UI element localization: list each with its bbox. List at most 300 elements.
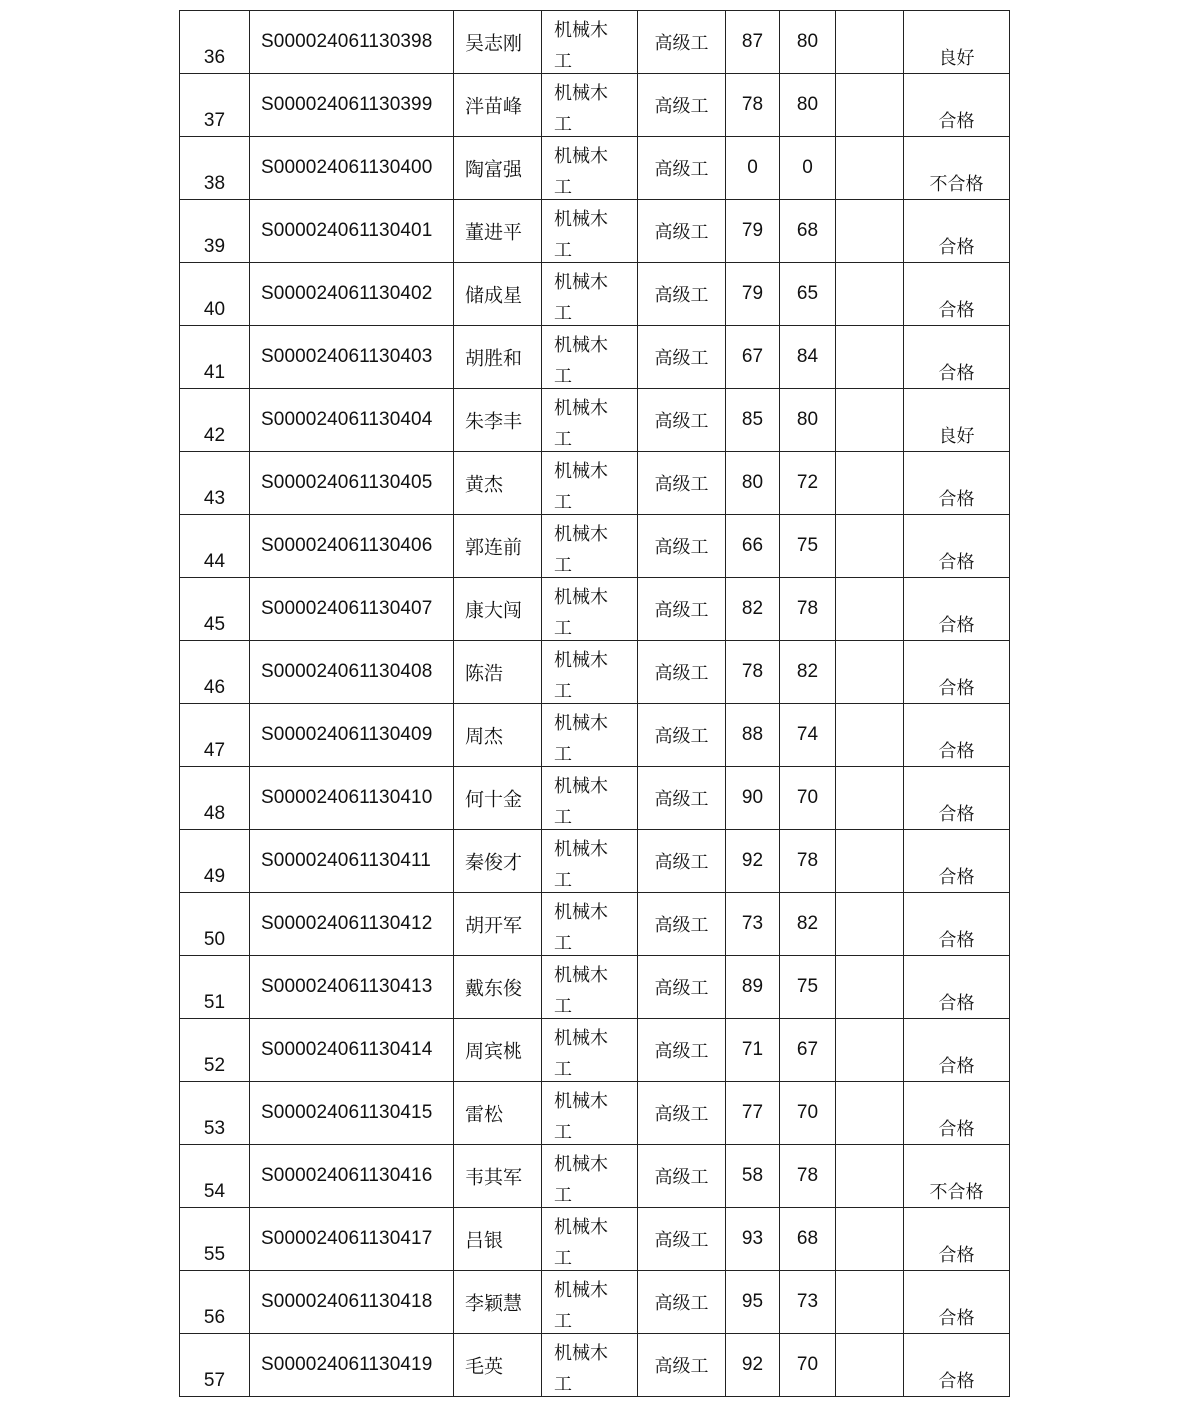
row-number: 53 <box>203 1118 226 1139</box>
table-row <box>180 830 1010 893</box>
level: 高级工 <box>654 1356 709 1377</box>
candidate-name: 黄杰 <box>465 473 504 496</box>
candidate-name-cell <box>454 1208 542 1271</box>
score-practical: 73 <box>796 1291 819 1312</box>
candidate-id-cell <box>250 1271 454 1334</box>
level: 高级工 <box>654 852 709 873</box>
candidate-id: S000024061130402 <box>261 283 433 304</box>
level-cell <box>638 1334 726 1397</box>
candidate-id: S000024061130414 <box>261 1039 433 1060</box>
score-theory-cell <box>726 74 780 137</box>
score-theory: 67 <box>741 346 764 367</box>
trade-cell <box>542 1145 638 1208</box>
trade-cell <box>542 137 638 200</box>
candidate-id-cell <box>250 263 454 326</box>
result: 不合格 <box>929 174 984 195</box>
score-theory: 92 <box>741 850 764 871</box>
score-theory: 66 <box>741 535 764 556</box>
row-number: 56 <box>203 1307 226 1328</box>
score-practical-cell <box>780 200 836 263</box>
score-theory-cell <box>726 326 780 389</box>
candidate-name-cell <box>454 1082 542 1145</box>
table-row <box>180 1019 1010 1082</box>
level: 高级工 <box>654 726 709 747</box>
candidate-name: 李颖慧 <box>465 1292 523 1315</box>
trade: 机械木工 <box>554 965 608 1017</box>
candidate-id-cell <box>250 200 454 263</box>
table-row <box>180 956 1010 1019</box>
trade-cell <box>542 263 638 326</box>
row-number: 46 <box>203 677 226 698</box>
candidate-name: 胡胜和 <box>465 347 523 370</box>
score-theory: 87 <box>741 31 764 52</box>
candidate-name-cell <box>454 767 542 830</box>
trade: 机械木工 <box>554 1091 608 1143</box>
score-theory-cell <box>726 1208 780 1271</box>
candidate-id: S000024061130411 <box>261 850 431 871</box>
level-cell <box>638 704 726 767</box>
score-theory: 88 <box>741 724 764 745</box>
candidate-id: S000024061130400 <box>261 157 433 178</box>
row-number-cell <box>180 515 250 578</box>
result: 良好 <box>938 48 975 69</box>
table-body <box>180 11 1010 1397</box>
score-practical: 78 <box>796 1165 819 1186</box>
score-practical: 72 <box>796 472 819 493</box>
candidate-name-cell <box>454 641 542 704</box>
candidate-name-cell <box>454 515 542 578</box>
trade: 机械木工 <box>554 1028 608 1080</box>
candidate-id: S000024061130408 <box>261 661 433 682</box>
candidate-name-cell <box>454 578 542 641</box>
result: 合格 <box>938 1371 975 1392</box>
remark-cell <box>836 704 904 767</box>
trade: 机械木工 <box>554 650 608 702</box>
score-practical-cell <box>780 1082 836 1145</box>
level-cell <box>638 326 726 389</box>
remark-cell <box>836 326 904 389</box>
row-number-cell <box>180 74 250 137</box>
candidate-name-cell <box>454 74 542 137</box>
score-practical-cell <box>780 830 836 893</box>
candidate-id: S000024061130403 <box>261 346 433 367</box>
level: 高级工 <box>654 1293 709 1314</box>
result: 合格 <box>938 804 975 825</box>
row-number: 38 <box>203 173 226 194</box>
row-number: 42 <box>203 425 226 446</box>
trade: 机械木工 <box>554 1280 608 1332</box>
candidate-id: S000024061130407 <box>261 598 433 619</box>
result: 合格 <box>938 678 975 699</box>
trade-cell <box>542 1271 638 1334</box>
score-theory: 58 <box>741 1165 764 1186</box>
score-practical: 80 <box>796 409 819 430</box>
score-theory-cell <box>726 1271 780 1334</box>
score-theory-cell <box>726 263 780 326</box>
score-theory: 71 <box>741 1039 764 1060</box>
candidate-name-cell <box>454 326 542 389</box>
trade: 机械木工 <box>554 20 608 72</box>
result-cell <box>904 515 1010 578</box>
candidate-id: S000024061130415 <box>261 1102 433 1123</box>
row-number: 39 <box>203 236 226 257</box>
candidate-id: S000024061130404 <box>261 409 433 430</box>
trade-cell <box>542 767 638 830</box>
trade: 机械木工 <box>554 335 608 387</box>
row-number-cell <box>180 1334 250 1397</box>
result-cell <box>904 452 1010 515</box>
candidate-name: 康大闯 <box>465 599 523 622</box>
level: 高级工 <box>654 663 709 684</box>
candidate-name-cell <box>454 389 542 452</box>
table-row <box>180 74 1010 137</box>
row-number-cell <box>180 1019 250 1082</box>
score-practical-cell <box>780 641 836 704</box>
level-cell <box>638 200 726 263</box>
candidate-id: S000024061130405 <box>261 472 433 493</box>
score-practical: 75 <box>796 535 819 556</box>
score-practical-cell <box>780 704 836 767</box>
score-theory-cell <box>726 137 780 200</box>
score-practical-cell <box>780 515 836 578</box>
score-practical-cell <box>780 893 836 956</box>
result-cell <box>904 1208 1010 1271</box>
row-number: 41 <box>203 362 226 383</box>
row-number-cell <box>180 767 250 830</box>
row-number-cell <box>180 1271 250 1334</box>
candidate-name: 吴志刚 <box>465 32 523 55</box>
candidate-id-cell <box>250 389 454 452</box>
score-theory: 80 <box>741 472 764 493</box>
score-theory: 93 <box>741 1228 764 1249</box>
candidate-id-cell <box>250 452 454 515</box>
row-number: 50 <box>203 929 226 950</box>
remark-cell <box>836 578 904 641</box>
level-cell <box>638 137 726 200</box>
score-theory: 92 <box>741 1354 764 1375</box>
score-theory: 0 <box>747 157 758 178</box>
row-number: 36 <box>203 47 226 68</box>
table-row <box>180 893 1010 956</box>
score-theory: 77 <box>741 1102 764 1123</box>
trade: 机械木工 <box>554 146 608 198</box>
level: 高级工 <box>654 1104 709 1125</box>
candidate-id-cell <box>250 1019 454 1082</box>
score-practical-cell <box>780 1145 836 1208</box>
candidate-id-cell <box>250 578 454 641</box>
result: 合格 <box>938 615 975 636</box>
level: 高级工 <box>654 348 709 369</box>
candidate-name: 韦其军 <box>465 1166 523 1189</box>
candidate-name-cell <box>454 1019 542 1082</box>
trade: 机械木工 <box>554 398 608 450</box>
candidate-name: 董进平 <box>465 221 523 244</box>
remark-cell <box>836 1019 904 1082</box>
result: 不合格 <box>929 1182 984 1203</box>
candidate-name: 储成星 <box>465 284 523 307</box>
table-row <box>180 1082 1010 1145</box>
score-practical: 84 <box>796 346 819 367</box>
candidate-id-cell <box>250 515 454 578</box>
candidate-id: S000024061130399 <box>261 94 433 115</box>
trade: 机械木工 <box>554 272 608 324</box>
result-cell <box>904 1019 1010 1082</box>
candidate-name-cell <box>454 452 542 515</box>
row-number-cell <box>180 704 250 767</box>
candidate-name: 雷松 <box>465 1103 504 1126</box>
result: 合格 <box>938 993 975 1014</box>
level: 高级工 <box>654 285 709 306</box>
score-practical: 70 <box>796 1102 819 1123</box>
candidate-id: S000024061130406 <box>261 535 433 556</box>
table-row <box>180 1208 1010 1271</box>
trade-cell <box>542 641 638 704</box>
result-cell <box>904 137 1010 200</box>
trade: 机械木工 <box>554 524 608 576</box>
score-theory: 73 <box>741 913 764 934</box>
row-number-cell <box>180 578 250 641</box>
candidate-id: S000024061130409 <box>261 724 433 745</box>
table-row <box>180 578 1010 641</box>
result-cell <box>904 1145 1010 1208</box>
table-row <box>180 767 1010 830</box>
level-cell <box>638 263 726 326</box>
level-cell <box>638 767 726 830</box>
score-practical-cell <box>780 452 836 515</box>
trade-cell <box>542 326 638 389</box>
score-practical: 74 <box>796 724 819 745</box>
result: 合格 <box>938 1119 975 1140</box>
score-practical-cell <box>780 578 836 641</box>
level: 高级工 <box>654 978 709 999</box>
result-cell <box>904 956 1010 1019</box>
row-number: 54 <box>203 1181 226 1202</box>
row-number: 44 <box>203 551 226 572</box>
candidate-id-cell <box>250 11 454 74</box>
remark-cell <box>836 1082 904 1145</box>
level: 高级工 <box>654 1041 709 1062</box>
table-row <box>180 1271 1010 1334</box>
result-cell <box>904 767 1010 830</box>
trade: 机械木工 <box>554 839 608 891</box>
row-number-cell <box>180 452 250 515</box>
result: 合格 <box>938 741 975 762</box>
score-practical: 67 <box>796 1039 819 1060</box>
score-practical-cell <box>780 389 836 452</box>
row-number-cell <box>180 1145 250 1208</box>
candidate-name-cell <box>454 830 542 893</box>
candidate-id-cell <box>250 74 454 137</box>
score-theory-cell <box>726 1082 780 1145</box>
candidate-name-cell <box>454 956 542 1019</box>
remark-cell <box>836 74 904 137</box>
score-theory-cell <box>726 1334 780 1397</box>
row-number: 48 <box>203 803 226 824</box>
row-number: 37 <box>203 110 226 131</box>
score-theory-cell <box>726 641 780 704</box>
level: 高级工 <box>654 1230 709 1251</box>
level: 高级工 <box>654 96 709 117</box>
level-cell <box>638 389 726 452</box>
candidate-id: S000024061130416 <box>261 1165 433 1186</box>
table-row <box>180 263 1010 326</box>
candidate-name: 周宾桃 <box>465 1040 523 1063</box>
score-theory-cell <box>726 704 780 767</box>
score-theory-cell <box>726 11 780 74</box>
candidate-name-cell <box>454 1334 542 1397</box>
result-cell <box>904 74 1010 137</box>
row-number-cell <box>180 893 250 956</box>
candidate-id-cell <box>250 704 454 767</box>
result: 合格 <box>938 930 975 951</box>
score-theory: 79 <box>741 220 764 241</box>
candidate-name: 何十金 <box>465 788 523 811</box>
level: 高级工 <box>654 915 709 936</box>
trade: 机械木工 <box>554 1217 608 1269</box>
score-theory-cell <box>726 515 780 578</box>
level-cell <box>638 956 726 1019</box>
score-practical: 0 <box>802 157 813 178</box>
score-practical: 80 <box>796 94 819 115</box>
candidate-name-cell <box>454 137 542 200</box>
trade-cell <box>542 704 638 767</box>
table-row <box>180 641 1010 704</box>
score-theory: 85 <box>741 409 764 430</box>
remark-cell <box>836 956 904 1019</box>
remark-cell <box>836 1334 904 1397</box>
row-number: 47 <box>203 740 226 761</box>
remark-cell <box>836 1271 904 1334</box>
candidate-name-cell <box>454 1145 542 1208</box>
table-row <box>180 137 1010 200</box>
level-cell <box>638 452 726 515</box>
candidate-id-cell <box>250 1145 454 1208</box>
results-table <box>179 10 1010 1397</box>
table-row <box>180 452 1010 515</box>
table-row <box>180 704 1010 767</box>
remark-cell <box>836 767 904 830</box>
trade-cell <box>542 893 638 956</box>
level-cell <box>638 830 726 893</box>
result: 合格 <box>938 1245 975 1266</box>
candidate-id-cell <box>250 956 454 1019</box>
level: 高级工 <box>654 600 709 621</box>
score-theory-cell <box>726 389 780 452</box>
remark-cell <box>836 11 904 74</box>
remark-cell <box>836 389 904 452</box>
row-number-cell <box>180 263 250 326</box>
trade-cell <box>542 1019 638 1082</box>
candidate-name: 吕银 <box>465 1229 504 1252</box>
candidate-id-cell <box>250 830 454 893</box>
result-cell <box>904 893 1010 956</box>
result: 合格 <box>938 363 975 384</box>
candidate-name: 郭连前 <box>465 536 523 559</box>
score-practical-cell <box>780 956 836 1019</box>
row-number-cell <box>180 11 250 74</box>
trade: 机械木工 <box>554 209 608 261</box>
table-row <box>180 326 1010 389</box>
result-cell <box>904 1271 1010 1334</box>
score-practical: 70 <box>796 787 819 808</box>
result: 合格 <box>938 111 975 132</box>
level: 高级工 <box>654 474 709 495</box>
result-cell <box>904 704 1010 767</box>
trade: 机械木工 <box>554 1343 608 1395</box>
score-practical-cell <box>780 11 836 74</box>
result-cell <box>904 200 1010 263</box>
result: 合格 <box>938 300 975 321</box>
result-cell <box>904 326 1010 389</box>
score-practical: 68 <box>796 220 819 241</box>
candidate-name: 朱李丰 <box>465 410 523 433</box>
table-row <box>180 1334 1010 1397</box>
result: 合格 <box>938 489 975 510</box>
candidate-id: S000024061130412 <box>261 913 433 934</box>
candidate-id-cell <box>250 641 454 704</box>
trade-cell <box>542 200 638 263</box>
row-number: 52 <box>203 1055 226 1076</box>
remark-cell <box>836 200 904 263</box>
candidate-name: 胡开军 <box>465 914 523 937</box>
candidate-name: 秦俊才 <box>465 851 523 874</box>
score-theory: 82 <box>741 598 764 619</box>
candidate-name-cell <box>454 704 542 767</box>
result: 良好 <box>938 426 975 447</box>
candidate-id: S000024061130417 <box>261 1228 433 1249</box>
score-practical-cell <box>780 326 836 389</box>
trade-cell <box>542 515 638 578</box>
row-number: 45 <box>203 614 226 635</box>
remark-cell <box>836 830 904 893</box>
row-number: 57 <box>203 1370 226 1391</box>
score-practical-cell <box>780 767 836 830</box>
candidate-name-cell <box>454 893 542 956</box>
level-cell <box>638 1271 726 1334</box>
score-theory-cell <box>726 452 780 515</box>
level: 高级工 <box>654 411 709 432</box>
remark-cell <box>836 1208 904 1271</box>
table-row <box>180 389 1010 452</box>
score-theory-cell <box>726 767 780 830</box>
remark-cell <box>836 137 904 200</box>
candidate-name-cell <box>454 11 542 74</box>
trade-cell <box>542 1334 638 1397</box>
level-cell <box>638 515 726 578</box>
row-number: 43 <box>203 488 226 509</box>
result-cell <box>904 578 1010 641</box>
score-practical-cell <box>780 263 836 326</box>
candidate-id: S000024061130401 <box>261 220 433 241</box>
candidate-id-cell <box>250 1082 454 1145</box>
trade: 机械木工 <box>554 902 608 954</box>
score-practical-cell <box>780 1334 836 1397</box>
score-practical-cell <box>780 74 836 137</box>
result-cell <box>904 263 1010 326</box>
candidate-id-cell <box>250 893 454 956</box>
candidate-id: S000024061130413 <box>261 976 433 997</box>
score-practical: 82 <box>796 913 819 934</box>
score-practical: 82 <box>796 661 819 682</box>
result-cell <box>904 11 1010 74</box>
row-number-cell <box>180 200 250 263</box>
trade-cell <box>542 389 638 452</box>
level-cell <box>638 578 726 641</box>
row-number-cell <box>180 1082 250 1145</box>
level-cell <box>638 74 726 137</box>
trade-cell <box>542 1082 638 1145</box>
candidate-id-cell <box>250 137 454 200</box>
